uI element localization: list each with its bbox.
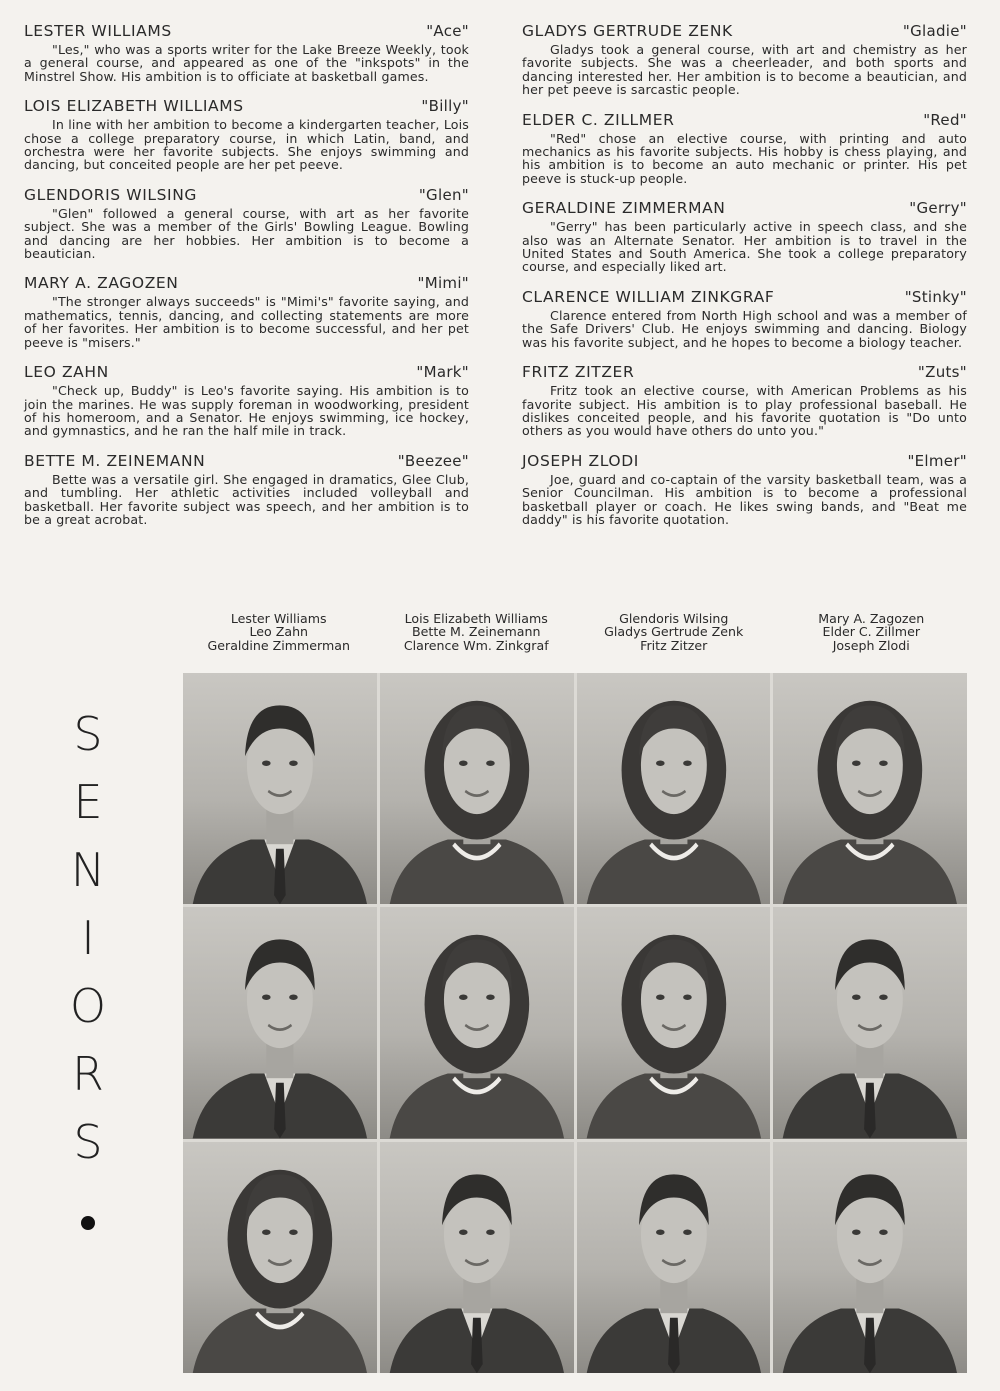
senior-name: LEO ZAHN — [24, 363, 109, 382]
caption-name: Glendoris Wilsing — [619, 611, 729, 626]
senior-entry — [24, 363, 469, 438]
senior-portrait — [577, 673, 771, 904]
senior-bio: "Check up, Buddy" is Leo's favorite saying. His ambition is to join the marines. He was supply foreman in woodworking, president of his homeroom, and a Senator. He enjoys swimming, ice hockey, and gymnastics, and he ran the half mile in track. — [24, 383, 469, 439]
senior-entry — [24, 186, 469, 261]
senior-nickname: "Ace" — [426, 22, 469, 40]
senior-name: GLENDORIS WILSING — [24, 185, 198, 204]
bullet-dot — [81, 1216, 95, 1230]
senior-bio: "Gerry" has been particularly active in speech class, and she also was an Alternate Senator. Her ambition is to travel in the United States and South America. She took a college preparatory course, and especially liked art. — [522, 219, 967, 275]
senior-name: LOIS ELIZABETH WILLIAMS — [24, 97, 244, 116]
caption-name: Leo Zahn — [249, 624, 309, 640]
senior-portrait — [380, 1142, 574, 1373]
senior-portrait — [183, 1142, 377, 1373]
senior-bio: In line with her ambition to become a kindergarten teacher, Lois chose a college preparatory course, in which Latin, band, and orchestra were her favorite subjects. She enjoys swimming and dancing, but conceited people are her pet peeve. — [24, 117, 469, 173]
senior-nickname: "Mimi" — [417, 274, 469, 293]
caption-column — [773, 612, 971, 652]
senior-nickname: "Billy" — [421, 97, 469, 116]
senior-name: LESTER WILLIAMS — [24, 22, 172, 40]
senior-bio: Clarence entered from North High school and was a member of the Safe Drivers' Club. He enjoys swimming and dancing. Biology was his favorite subject, and he hopes to become a biology teacher. — [522, 307, 967, 350]
senior-name: CLARENCE WILLIAM ZINKGRAF — [522, 287, 775, 306]
senior-nickname: "Gerry" — [909, 199, 967, 218]
caption-name: Elder C. Zillmer — [822, 624, 920, 640]
senior-entry — [24, 22, 469, 83]
senior-entry — [522, 22, 967, 97]
senior-name: GLADYS GERTRUDE ZENK — [522, 22, 733, 40]
title-letter: O — [69, 979, 107, 1033]
senior-portrait — [183, 673, 377, 904]
senior-portrait — [773, 907, 967, 1138]
seniors-side-title — [58, 700, 118, 1230]
caption-name: Clarence Wm. Zinkgraf — [403, 637, 549, 653]
caption-name: Joseph Zlodi — [832, 637, 910, 653]
title-letter: S — [73, 707, 103, 761]
senior-nickname: "Beezee" — [397, 451, 469, 470]
caption-name: Fritz Zitzer — [640, 637, 708, 653]
senior-portrait — [773, 1142, 967, 1373]
caption-column — [180, 612, 378, 652]
senior-entry — [522, 111, 967, 186]
caption-name: Lester Williams — [230, 611, 327, 626]
senior-bio: Fritz took an elective course, with American Problems as his favorite subject. His ambition is to play professional baseball. He dislikes conceited people, and his favorite quotation is "Do unto others as you would have others do unto you." — [522, 383, 967, 439]
senior-entry — [24, 97, 469, 172]
title-letter: R — [72, 1047, 104, 1101]
caption-column — [575, 612, 773, 652]
senior-portrait — [380, 673, 574, 904]
caption-name: Lois Elizabeth Williams — [404, 611, 548, 626]
title-letter: S — [73, 1115, 103, 1169]
senior-nickname: "Zuts" — [917, 363, 967, 382]
senior-name: JOSEPH ZLODI — [522, 451, 639, 470]
caption-name: Gladys Gertrude Zenk — [604, 624, 744, 640]
senior-entry — [522, 363, 967, 438]
senior-bio: Bette was a versatile girl. She engaged in dramatics, Glee Club, and tumbling. Her athletic activities included volleyball and basketball. Her favorite subject was speech, and her ambition is to be a great acrobat. — [24, 471, 469, 527]
senior-bio: "Red" chose an elective course, with printing and auto mechanics as his favorite subjects. His hobby is chess playing, and his ambition is to become an auto mechanic or printer. His pet peeve is stuck-up people. — [522, 130, 967, 186]
senior-portrait — [577, 1142, 771, 1373]
senior-portrait — [380, 907, 574, 1138]
senior-nickname: "Red" — [923, 110, 967, 129]
senior-bio: "Les," who was a sports writer for the Lake Breeze Weekly, took a general course, and appeared as one of the "inkspots" in the Minstrel Show. His ambition is to officiate at basketball games. — [24, 42, 469, 84]
senior-name: FRITZ ZITZER — [522, 363, 635, 382]
senior-nickname: "Mark" — [416, 363, 469, 382]
senior-entry — [522, 199, 967, 274]
title-letter: E — [73, 775, 103, 829]
senior-nickname: "Gladie" — [902, 22, 967, 40]
left-column — [24, 22, 469, 540]
title-letter: I — [81, 911, 95, 965]
caption-name: Mary A. Zagozen — [818, 611, 925, 626]
senior-nickname: "Glen" — [418, 185, 469, 204]
caption-name: Bette M. Zeinemann — [412, 624, 541, 640]
senior-nickname: "Elmer" — [907, 451, 967, 470]
right-column — [522, 22, 967, 540]
photo-captions — [180, 612, 970, 652]
senior-entry — [522, 288, 967, 349]
senior-name: MARY A. ZAGOZEN — [24, 274, 179, 293]
senior-bio: "The stronger always succeeds" is "Mimi's" favorite saying, and mathematics, tennis, dancing, and collecting statements are more of her favorites. Her ambition is to become successful, and her pet peeve is "misers." — [24, 294, 469, 350]
caption-column — [378, 612, 576, 652]
portrait-grid — [183, 673, 967, 1373]
senior-entry — [24, 274, 469, 349]
title-letter: N — [70, 843, 106, 897]
senior-entry — [522, 452, 967, 527]
senior-bio: "Glen" followed a general course, with art as her favorite subject. She was a member of the Girls' Bowling League. Bowling and dancing are her hobbies. Her ambition is to become a beautician. — [24, 205, 469, 262]
caption-name: Geraldine Zimmerman — [207, 637, 350, 653]
senior-portrait — [577, 907, 771, 1138]
senior-nickname: "Stinky" — [904, 287, 967, 306]
senior-name: BETTE M. ZEINEMANN — [24, 451, 206, 470]
senior-portrait — [183, 907, 377, 1138]
senior-entry — [24, 452, 469, 527]
senior-bio: Joe, guard and co-captain of the varsity basketball team, was a Senior Councilman. His ambition is to become a professional basketball player or coach. He likes swing bands, and "Beat me daddy" is his favorite quotation. — [522, 471, 967, 527]
senior-name: ELDER C. ZILLMER — [522, 110, 675, 129]
senior-name: GERALDINE ZIMMERMAN — [522, 199, 726, 218]
senior-bio: Gladys took a general course, with art and chemistry as her favorite subjects. She was a cheerleader, and both sports and dancing interested her. Her ambition is to become a beautician, and her pet peeve is sarcastic people. — [522, 42, 967, 98]
senior-portrait — [773, 673, 967, 904]
